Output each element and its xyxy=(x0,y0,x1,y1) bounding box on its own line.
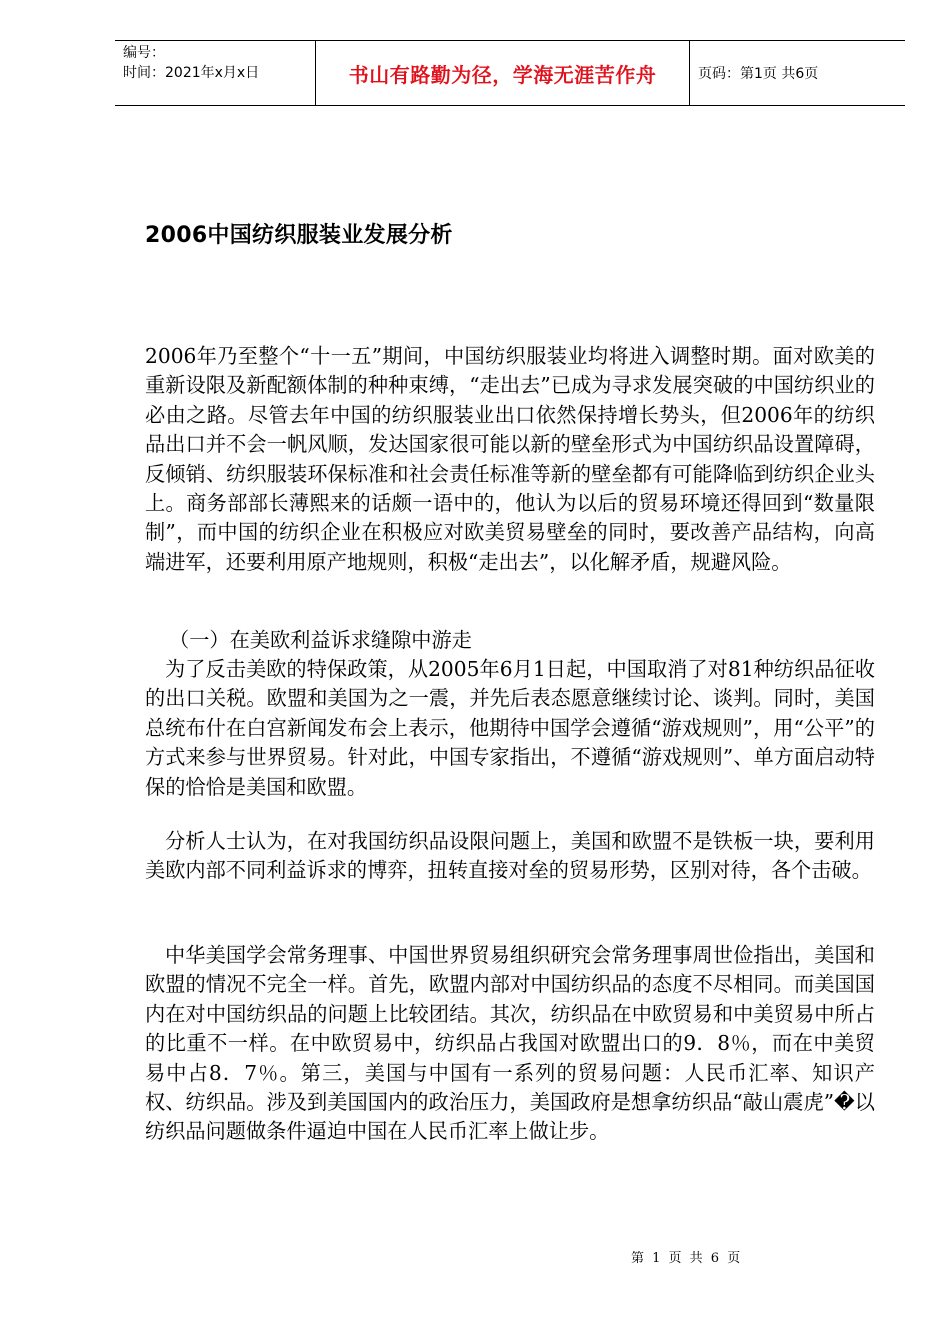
header-motto-cell xyxy=(316,41,690,105)
motto-text: 书山有路勤为径，学海无涯苦作舟 xyxy=(348,62,657,87)
page-header xyxy=(115,40,905,106)
paragraph-intro: 2006年乃至整个“十一五”期间，中国纺织服装业均将进入调整时期。面对欧美的重新设限及新配额体制的种种束缚，“走出去”已成为寻求发展突破的中国纺织业的必由之路。尽管去年中国的纺织服装业出口依然保持增长势头，但2006年的纺织品出口并不会一帆风顺，发达国家很可能以新的壁垒形式为中国纺织品设置障碍，反倾销、纺织服装环保标准和社会责任标准等新的壁垒都有可能降临到纺织企业头上。商务部部长薄熙来的话颇一语中的，他认为以后的贸易环境还得回到“数量限制”，而中国的纺织企业在积极应对欧美贸易壁垒的同时，要改善产品结构，向高端进军，还要利用原产地规则，积极“走出去”，以化解矛盾，规避风险。 xyxy=(145,344,875,574)
footer-page-number: 第 1 页 共 6 页 xyxy=(631,1251,743,1266)
header-page-cell xyxy=(690,41,905,105)
document-title: 2006中国纺织服装业发展分析 xyxy=(145,223,453,248)
number-label: 编号： xyxy=(123,45,165,61)
section-heading: （一）在美欧利益诉求缝隙中游走 xyxy=(169,628,472,652)
paragraph-expert: 中华美国学会常务理事、中国世界贸易组织研究会常务理事周世俭指出，美国和欧盟的情况不完全一样。首先，欧盟内部对中国纺织品的态度不尽相同。而美国国内在对中国纺织品的问题上比较团结。其次，纺织品在中欧贸易和中美贸易中所占的比重不一样。在中欧贸易中，纺织品占我国对欧盟出口的9．8％，而在中美贸易中占8．7％。第三，美国与中国有一系列的贸易问题：人民币汇率、知识产权、纺织品。涉及到美国国内的政治压力，美国政府是想拿纺织品“敲山震虎”�以纺织品问题做条件逼迫中国在人民币汇率上做让步。 xyxy=(145,943,875,1144)
paragraph-analysis: 分析人士认为，在对我国纺织品设限问题上，美国和欧盟不是铁板一块，要利用美欧内部不同利益诉求的博弈，扭转直接对垒的贸易形势，区别对待，各个击破。 xyxy=(145,829,875,883)
header-meta-cell xyxy=(115,41,316,105)
page-info: 页码：第1页 共6页 xyxy=(698,66,819,82)
paragraph-section-1: 为了反击美欧的特保政策，从2005年6月1日起，中国取消了对81种纺织品征收的出口关税。欧盟和美国为之一震，并先后表态愿意继续讨论、谈判。同时，美国总统布什在白宫新闻发布会上表示，他期待中国学会遵循“游戏规则”，用“公平”的方式来参与世界贸易。针对此，中国专家指出，不遵循“游戏规则”、单方面启动特保的恰恰是美国和欧盟。 xyxy=(145,657,875,799)
time-label: 时间：2021年x月x日 xyxy=(123,65,260,81)
